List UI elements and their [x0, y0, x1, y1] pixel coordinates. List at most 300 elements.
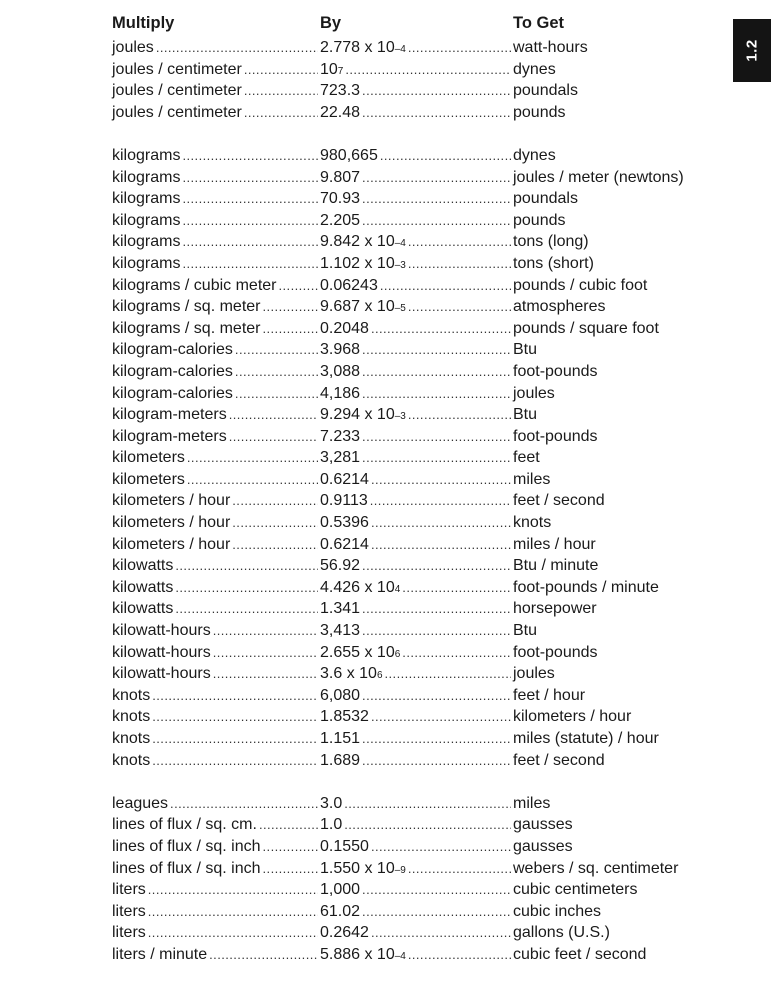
- dot-leader: [235, 383, 318, 405]
- multiply-cell: [112, 102, 320, 124]
- by-cell: [320, 814, 513, 836]
- to-get-cell: [513, 836, 573, 858]
- to-get-unit: miles: [513, 793, 550, 815]
- multiply-unit: kilometers / hour: [112, 490, 230, 512]
- to-get-unit: foot-pounds: [513, 426, 598, 448]
- table-row: [112, 490, 722, 512]
- by-cell: [320, 361, 513, 383]
- by-cell: [320, 275, 513, 297]
- to-get-cell: [513, 145, 556, 167]
- factor-value: [320, 922, 369, 944]
- multiply-cell: [112, 210, 320, 232]
- factor-mantissa: 3,281: [320, 449, 361, 467]
- factor-value: [320, 685, 360, 707]
- to-get-unit: feet / hour: [513, 685, 585, 707]
- to-get-unit: joules: [513, 383, 555, 405]
- table-row: [112, 879, 722, 901]
- to-get-unit: gallons (U.S.): [513, 922, 610, 944]
- multiply-cell: [112, 836, 320, 858]
- multiply-cell: [112, 685, 320, 707]
- table-row: [112, 534, 722, 556]
- by-cell: [320, 728, 513, 750]
- to-get-unit: tons (long): [513, 231, 589, 253]
- by-cell: [320, 339, 513, 361]
- multiply-unit: kilogram-calories: [112, 383, 233, 405]
- factor-mantissa: 0.6214: [320, 535, 369, 553]
- dot-leader: [344, 814, 511, 836]
- table-row: [112, 318, 722, 340]
- multiply-cell: [112, 793, 320, 815]
- dot-leader: [244, 80, 318, 102]
- table-row: [112, 836, 722, 858]
- factor-mantissa: 2.655 x 10: [320, 643, 395, 661]
- table-row: [112, 598, 722, 620]
- multiply-cell: [112, 296, 320, 318]
- to-get-unit: miles / hour: [513, 534, 596, 556]
- multiply-unit: kilograms: [112, 145, 180, 167]
- dot-leader: [408, 404, 511, 426]
- table-row: [112, 296, 722, 318]
- table-row: [112, 383, 722, 405]
- multiply-unit: kilograms: [112, 188, 180, 210]
- by-cell: [320, 404, 513, 426]
- factor-value: 4.426 x 10 4: [320, 577, 400, 599]
- dot-leader: [408, 37, 511, 59]
- by-cell: [320, 512, 513, 534]
- dot-leader: [362, 80, 511, 102]
- multiply-cell: [112, 188, 320, 210]
- factor-mantissa: 1,000: [320, 881, 361, 899]
- by-cell: [320, 620, 513, 642]
- to-get-cell: [513, 80, 578, 102]
- to-get-unit: Btu: [513, 404, 537, 426]
- multiply-cell: [112, 879, 320, 901]
- by-cell: [320, 102, 513, 124]
- to-get-cell: [513, 426, 598, 448]
- factor-value: [320, 750, 360, 772]
- multiply-cell: [112, 620, 320, 642]
- by-cell: [320, 555, 513, 577]
- to-get-cell: [513, 361, 598, 383]
- dot-leader: [148, 879, 318, 901]
- dot-leader: [370, 490, 511, 512]
- factor-value: [320, 490, 368, 512]
- factor-value: [320, 814, 342, 836]
- dot-leader: [371, 318, 511, 340]
- dot-leader: [344, 793, 511, 815]
- factor-mantissa: 3.0: [320, 794, 343, 812]
- factor-mantissa: 0.2642: [320, 924, 369, 942]
- multiply-cell: [112, 37, 320, 59]
- factor-mantissa: 1.102 x 10: [320, 254, 395, 272]
- multiply-unit: lines of flux / sq. cm.: [112, 814, 257, 836]
- factor-value: [320, 145, 378, 167]
- by-cell: [320, 922, 513, 944]
- table-row: [112, 275, 722, 297]
- multiply-unit: kilometers / hour: [112, 512, 230, 534]
- to-get-unit: Btu: [513, 620, 537, 642]
- to-get-cell: [513, 490, 605, 512]
- factor-value: [320, 512, 369, 534]
- table-row: [112, 469, 722, 491]
- dot-leader: [182, 188, 318, 210]
- multiply-cell: [112, 944, 320, 966]
- multiply-unit: liters / minute: [112, 944, 207, 966]
- table-row: [112, 102, 722, 124]
- by-cell: [320, 598, 513, 620]
- factor-value: [320, 793, 342, 815]
- dot-leader: [345, 59, 511, 81]
- to-get-unit: dynes: [513, 145, 556, 167]
- factor-mantissa: 9.687 x 10: [320, 298, 395, 316]
- by-cell: [320, 167, 513, 189]
- to-get-cell: [513, 598, 597, 620]
- by-cell: [320, 577, 513, 599]
- factor-value: [320, 80, 360, 102]
- by-cell: [320, 37, 513, 59]
- to-get-unit: kilometers / hour: [513, 706, 631, 728]
- factor-value: [320, 620, 360, 642]
- dot-leader: [152, 685, 318, 707]
- factor-mantissa: 61.02: [320, 902, 361, 920]
- dot-leader: [182, 167, 318, 189]
- multiply-unit: kilogram-calories: [112, 339, 233, 361]
- factor-value: [320, 339, 360, 361]
- factor-mantissa: 3,413: [320, 622, 361, 640]
- to-get-unit: feet: [513, 447, 540, 469]
- to-get-cell: [513, 922, 610, 944]
- factor-value: 9.687 x 10 –5: [320, 296, 406, 318]
- to-get-unit: poundals: [513, 188, 578, 210]
- multiply-cell: [112, 598, 320, 620]
- dot-leader: [362, 383, 511, 405]
- dot-leader: [371, 836, 511, 858]
- multiply-unit: knots: [112, 728, 150, 750]
- factor-mantissa: 22.48: [320, 103, 361, 121]
- by-cell: [320, 858, 513, 880]
- to-get-unit: joules: [513, 663, 555, 685]
- dot-leader: [362, 685, 511, 707]
- dot-leader: [362, 901, 511, 923]
- multiply-unit: kilograms: [112, 210, 180, 232]
- multiply-cell: [112, 922, 320, 944]
- by-cell: [320, 642, 513, 664]
- table-header: [112, 14, 722, 37]
- multiply-unit: liters: [112, 922, 146, 944]
- dot-leader: [235, 361, 318, 383]
- factor-mantissa: 0.5396: [320, 514, 369, 532]
- table-row: [112, 663, 722, 685]
- dot-leader: [362, 879, 511, 901]
- multiply-unit: kilogram-meters: [112, 426, 227, 448]
- multiply-unit: kilowatts: [112, 598, 173, 620]
- factor-value: 3.6 x 10 6: [320, 663, 383, 685]
- to-get-unit: pounds / cubic foot: [513, 275, 647, 297]
- dot-leader: [362, 555, 511, 577]
- factor-value: [320, 447, 360, 469]
- multiply-cell: [112, 59, 320, 81]
- dot-leader: [371, 469, 511, 491]
- table-row: [112, 59, 722, 81]
- multiply-cell: [112, 534, 320, 556]
- multiply-unit: kilometers: [112, 469, 185, 491]
- by-cell: [320, 296, 513, 318]
- to-get-cell: [513, 231, 589, 253]
- factor-mantissa: 1.689: [320, 751, 361, 769]
- dot-leader: [362, 210, 511, 232]
- multiply-unit: kilowatt-hours: [112, 642, 211, 664]
- multiply-unit: joules / centimeter: [112, 80, 242, 102]
- factor-mantissa: 0.1550: [320, 837, 369, 855]
- header-to-get: To Get: [513, 14, 565, 32]
- dot-leader: [262, 318, 318, 340]
- to-get-cell: [513, 318, 659, 340]
- factor-mantissa: 2.778 x 10: [320, 39, 395, 56]
- to-get-unit: pounds / square foot: [513, 318, 659, 340]
- factor-value: [320, 469, 369, 491]
- to-get-cell: [513, 534, 596, 556]
- dot-leader: [380, 145, 511, 167]
- by-cell: [320, 706, 513, 728]
- multiply-cell: [112, 642, 320, 664]
- dot-leader: [152, 706, 318, 728]
- factor-mantissa: 9.807: [320, 168, 361, 186]
- by-cell: [320, 836, 513, 858]
- multiply-cell: [112, 663, 320, 685]
- dot-leader: [279, 275, 319, 297]
- dot-leader: [182, 231, 318, 253]
- dot-leader: [170, 793, 318, 815]
- multiply-cell: [112, 814, 320, 836]
- multiply-cell: [112, 318, 320, 340]
- factor-value: 2.778 x 10 –4: [320, 37, 406, 59]
- factor-mantissa: 3,088: [320, 362, 361, 380]
- dot-leader: [408, 253, 511, 275]
- by-cell: [320, 80, 513, 102]
- by-cell: [320, 59, 513, 81]
- to-get-cell: [513, 469, 550, 491]
- dot-leader: [182, 253, 318, 275]
- to-get-unit: horsepower: [513, 598, 597, 620]
- dot-leader: [385, 663, 512, 685]
- header-multiply: Multiply: [112, 14, 175, 32]
- to-get-cell: [513, 793, 550, 815]
- to-get-cell: [513, 253, 594, 275]
- table-row: [112, 620, 722, 642]
- factor-mantissa: 6,080: [320, 686, 361, 704]
- table-row: [112, 555, 722, 577]
- factor-value: [320, 534, 369, 556]
- multiply-cell: [112, 167, 320, 189]
- multiply-cell: [112, 490, 320, 512]
- factor-mantissa: 723.3: [320, 82, 361, 100]
- table-row: [112, 361, 722, 383]
- multiply-cell: [112, 447, 320, 469]
- table-row: [112, 339, 722, 361]
- table-row: [112, 188, 722, 210]
- multiply-unit: liters: [112, 879, 146, 901]
- table-row: [112, 447, 722, 469]
- dot-leader: [371, 512, 511, 534]
- factor-value: [320, 728, 360, 750]
- to-get-cell: [513, 296, 606, 318]
- multiply-unit: liters: [112, 901, 146, 923]
- table-row: [112, 512, 722, 534]
- multiply-cell: [112, 275, 320, 297]
- multiply-unit: kilograms: [112, 167, 180, 189]
- dot-leader: [402, 642, 511, 664]
- multiply-unit: kilowatts: [112, 555, 173, 577]
- by-cell: [320, 145, 513, 167]
- factor-value: [320, 188, 360, 210]
- table-row: [112, 706, 722, 728]
- table-row: [112, 37, 722, 59]
- by-cell: [320, 188, 513, 210]
- to-get-unit: webers / sq. centimeter: [513, 858, 678, 880]
- table-row: [112, 426, 722, 448]
- factor-mantissa: 56.92: [320, 557, 361, 575]
- dot-leader: [244, 102, 318, 124]
- multiply-cell: [112, 231, 320, 253]
- by-cell: [320, 253, 513, 275]
- dot-leader: [362, 728, 511, 750]
- multiply-unit: joules: [112, 37, 154, 59]
- multiply-unit: joules / centimeter: [112, 102, 242, 124]
- factor-value: [320, 879, 360, 901]
- by-cell: [320, 210, 513, 232]
- dot-leader: [362, 598, 511, 620]
- table-row: [112, 814, 722, 836]
- multiply-unit: lines of flux / sq. inch: [112, 858, 261, 880]
- to-get-cell: [513, 383, 555, 405]
- factor-mantissa: 0.9113: [320, 492, 368, 510]
- to-get-cell: [513, 447, 540, 469]
- factor-mantissa: 980,665: [320, 146, 378, 164]
- dot-leader: [152, 728, 318, 750]
- table-row: [112, 793, 722, 815]
- to-get-cell: [513, 901, 601, 923]
- to-get-unit: feet / second: [513, 750, 605, 772]
- table-row: [112, 944, 722, 966]
- dot-leader: [232, 534, 318, 556]
- multiply-cell: [112, 469, 320, 491]
- multiply-unit: knots: [112, 750, 150, 772]
- to-get-cell: [513, 750, 605, 772]
- to-get-cell: [513, 577, 659, 599]
- factor-value: [320, 598, 360, 620]
- dot-leader: [263, 836, 318, 858]
- by-cell: [320, 469, 513, 491]
- dot-leader: [362, 188, 511, 210]
- dot-leader: [213, 663, 318, 685]
- dot-leader: [259, 814, 318, 836]
- dot-leader: [371, 534, 511, 556]
- factor-value: 9.842 x 10 –4: [320, 231, 406, 253]
- multiply-unit: kilometers: [112, 447, 185, 469]
- by-cell: [320, 447, 513, 469]
- dot-leader: [263, 858, 318, 880]
- by-cell: [320, 490, 513, 512]
- dot-leader: [362, 361, 511, 383]
- table-row: [112, 922, 722, 944]
- multiply-unit: kilograms: [112, 253, 180, 275]
- table-row: [112, 210, 722, 232]
- table-row: [112, 167, 722, 189]
- to-get-cell: [513, 167, 684, 189]
- factor-mantissa: 5.886 x 10: [320, 945, 395, 963]
- dot-leader: [244, 59, 318, 81]
- dot-leader: [262, 296, 318, 318]
- dot-leader: [213, 642, 318, 664]
- factor-value: [320, 275, 378, 297]
- dot-leader: [148, 922, 318, 944]
- multiply-unit: kilograms / sq. meter: [112, 318, 260, 340]
- to-get-cell: [513, 685, 585, 707]
- dot-leader: [235, 339, 318, 361]
- multiply-unit: kilograms: [112, 231, 180, 253]
- by-cell: [320, 901, 513, 923]
- to-get-unit: foot-pounds: [513, 361, 598, 383]
- to-get-unit: miles (statute) / hour: [513, 728, 659, 750]
- multiply-cell: [112, 404, 320, 426]
- to-get-cell: [513, 706, 631, 728]
- to-get-cell: [513, 728, 659, 750]
- dot-leader: [182, 145, 318, 167]
- factor-value: [320, 102, 360, 124]
- multiply-cell: [112, 728, 320, 750]
- factor-mantissa: 0.2048: [320, 319, 369, 337]
- multiply-unit: leagues: [112, 793, 168, 815]
- multiply-unit: kilowatts: [112, 577, 173, 599]
- factor-mantissa: 10: [320, 60, 338, 78]
- factor-mantissa: 3.968: [320, 341, 361, 359]
- dot-leader: [362, 447, 511, 469]
- dot-leader: [156, 37, 318, 59]
- multiply-unit: kilogram-calories: [112, 361, 233, 383]
- to-get-cell: [513, 555, 598, 577]
- multiply-cell: [112, 706, 320, 728]
- dot-leader: [209, 944, 318, 966]
- to-get-unit: Btu / minute: [513, 555, 598, 577]
- to-get-cell: [513, 814, 573, 836]
- conversion-table: [112, 14, 722, 966]
- factor-value: [320, 318, 369, 340]
- multiply-unit: knots: [112, 685, 150, 707]
- dot-leader: [408, 231, 511, 253]
- dot-leader: [232, 512, 318, 534]
- factor-value: 1.550 x 10 –9: [320, 858, 406, 880]
- to-get-unit: cubic centimeters: [513, 879, 638, 901]
- to-get-unit: poundals: [513, 80, 578, 102]
- table-row: [112, 404, 722, 426]
- to-get-unit: Btu: [513, 339, 537, 361]
- table-row: [112, 231, 722, 253]
- dot-leader: [371, 706, 511, 728]
- dot-leader: [229, 426, 318, 448]
- multiply-cell: [112, 577, 320, 599]
- to-get-unit: gausses: [513, 836, 573, 858]
- to-get-unit: foot-pounds: [513, 642, 598, 664]
- multiply-cell: [112, 383, 320, 405]
- dot-leader: [175, 555, 318, 577]
- factor-mantissa: 4,186: [320, 384, 361, 402]
- to-get-cell: [513, 620, 537, 642]
- to-get-cell: [513, 512, 551, 534]
- factor-value: 10 7: [320, 59, 343, 81]
- to-get-cell: [513, 642, 598, 664]
- dot-leader: [362, 620, 511, 642]
- factor-mantissa: 3.6 x 10: [320, 665, 377, 683]
